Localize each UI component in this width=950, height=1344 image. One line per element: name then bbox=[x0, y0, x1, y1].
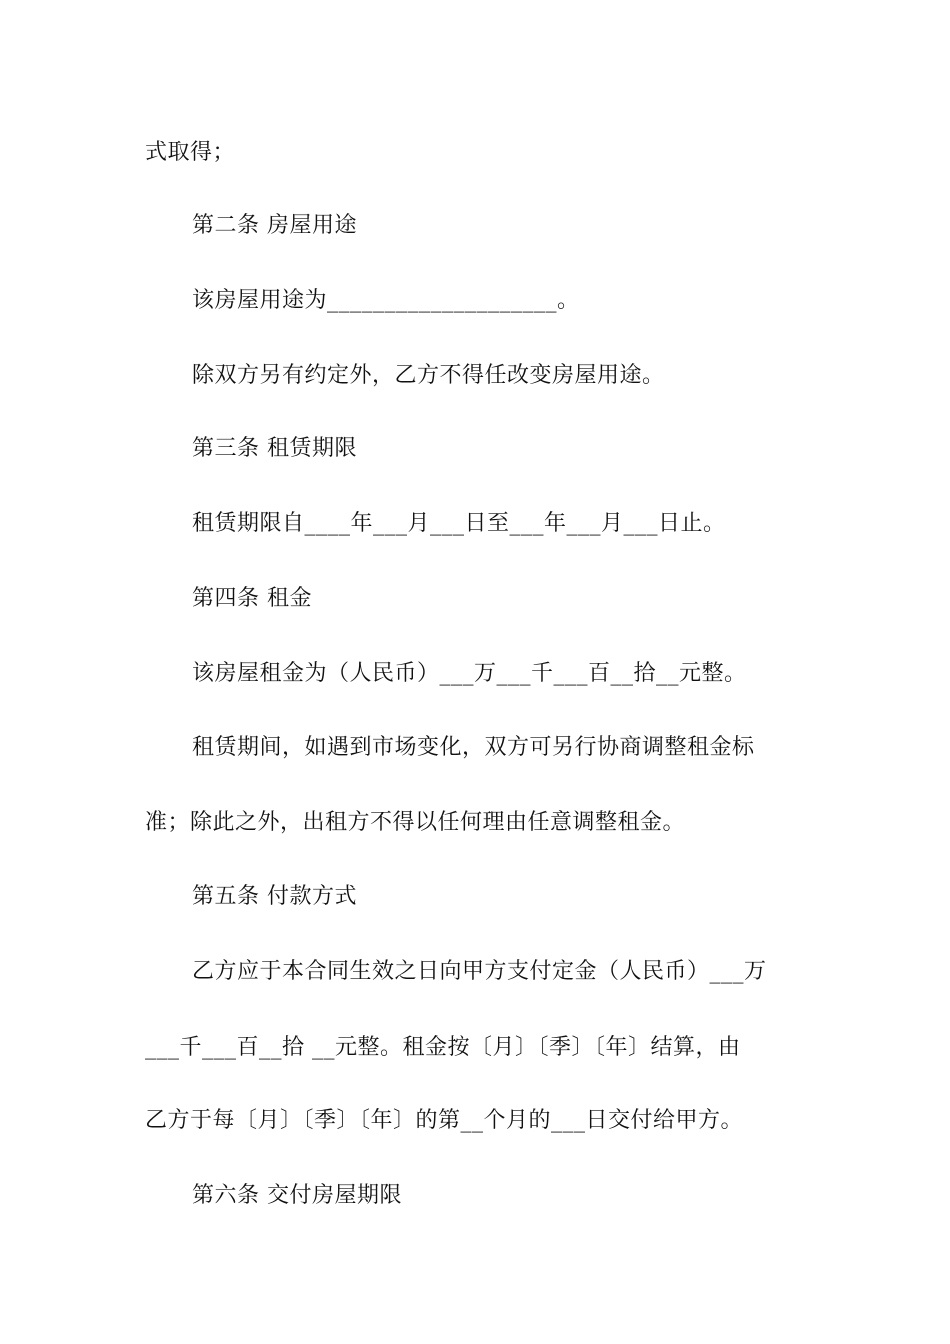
article-6-heading: 第六条 交付房屋期限 bbox=[192, 1183, 402, 1208]
article-3-heading: 第三条 租赁期限 bbox=[192, 436, 357, 461]
house-use-clause: 该房屋用途为____________________。 bbox=[192, 288, 580, 313]
text-line-continuation: 式取得； bbox=[145, 140, 236, 165]
article-5-heading: 第五条 付款方式 bbox=[192, 884, 357, 909]
article-4-heading: 第四条 租金 bbox=[192, 586, 312, 611]
article-2-heading: 第二条 房屋用途 bbox=[192, 213, 357, 238]
lease-term-clause: 租赁期限自____年___月___日至___年___月___日止。 bbox=[192, 511, 726, 536]
payment-clause-line-1: 乙方应于本合同生效之日向甲方支付定金（人民币）___万 bbox=[192, 959, 767, 984]
rent-adjustment-clause-line-2: 准；除此之外，出租方不得以任何理由任意调整租金。 bbox=[145, 810, 686, 835]
payment-clause-line-2: ___千___百__拾 __元整。租金按〔月〕〔季〕〔年〕结算，由 bbox=[145, 1035, 741, 1060]
payment-clause-line-3: 乙方于每〔月〕〔季〕〔年〕的第__个月的___日交付给甲方。 bbox=[145, 1108, 744, 1133]
rent-amount-clause: 该房屋租金为（人民币）___万___千___百__拾__元整。 bbox=[192, 661, 747, 686]
rent-adjustment-clause-line-1: 租赁期间，如遇到市场变化，双方可另行协商调整租金标 bbox=[192, 735, 755, 760]
use-restriction-clause: 除双方另有约定外，乙方不得任改变房屋用途。 bbox=[192, 363, 665, 388]
